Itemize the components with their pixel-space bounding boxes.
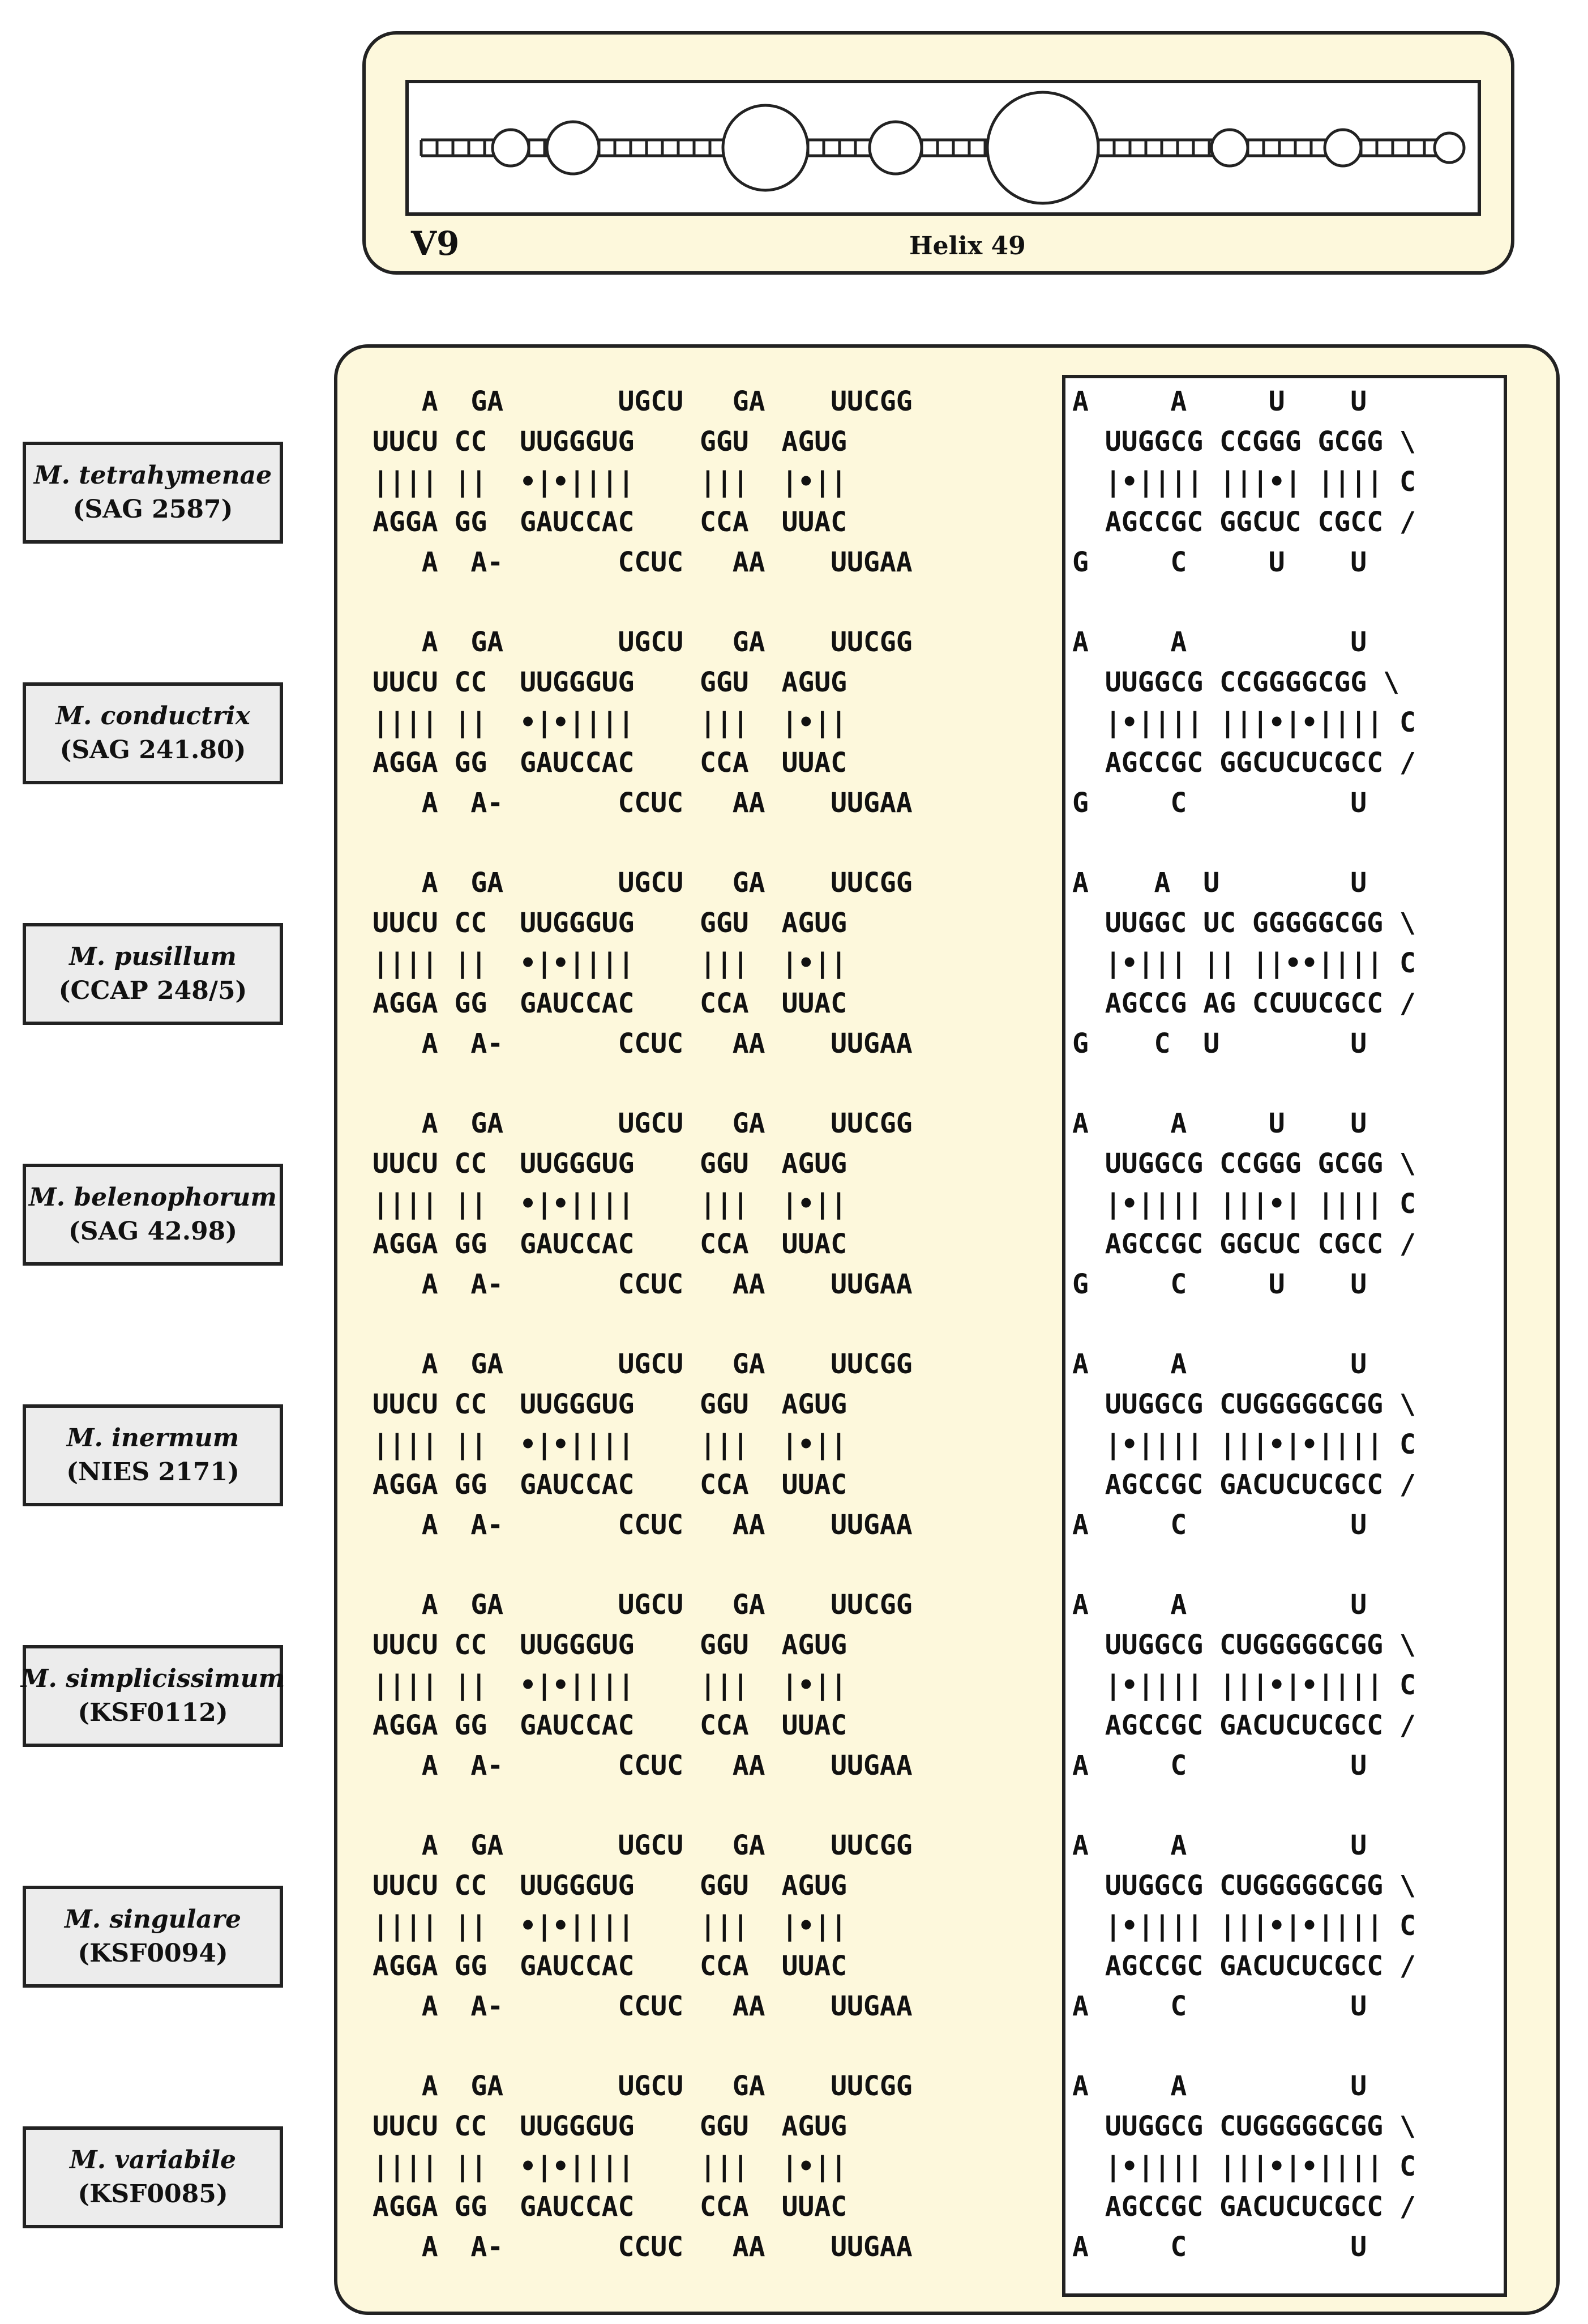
stem-sequence-line: UUCU CC UUGGGUG GGU AGUG <box>373 1870 896 1902</box>
terminal-loop-sequence-line: AGCCG AG CCUUCGCC / <box>1072 988 1416 1019</box>
species-label-box <box>23 923 283 1025</box>
species-name: M. pusillum <box>69 942 237 971</box>
terminal-loop-sequence-line: G C U U <box>1072 546 1367 578</box>
species-strain: (SAG 42.98) <box>68 1217 238 1246</box>
stem-sequence-line: UUCU CC UUGGGUG GGU AGUG <box>373 426 896 458</box>
stem-sequence-line: A A- CCUC AA UUGAA <box>373 1509 913 1541</box>
terminal-loop-sequence-line: |•|||| |||•| |||| C <box>1072 1188 1416 1220</box>
stem-sequence-line: |||| || •|•|||| ||| |•|| <box>373 947 896 979</box>
species-name: M. inermum <box>66 1424 239 1452</box>
terminal-loop-sequence-line: A C U <box>1072 1509 1367 1541</box>
stem-sequence-line: UUCU CC UUGGGUG GGU AGUG <box>373 2111 896 2142</box>
species-strain: (KSF0094) <box>78 1939 228 1968</box>
species-strain: (KSF0112) <box>78 1698 228 1727</box>
stem-sequence-line: AGGA GG GAUCCAC CCA UUAC <box>373 1469 896 1501</box>
terminal-loop-sequence-line: UUGGCG CCGGG GCGG \ <box>1072 426 1416 458</box>
terminal-loop-sequence-line: UUGGCG CUGGGGGCGG \ <box>1072 2111 1416 2142</box>
terminal-loop-sequence-line: |•|||| |||•|•|||| C <box>1072 1910 1416 1942</box>
terminal-loop-sequence-line: AGCCGC GACUCUCGCC / <box>1072 1710 1416 1741</box>
species-label-box <box>23 682 283 784</box>
stem-sequence-line: A GA UGCU GA UUCGG <box>373 1348 913 1380</box>
species-name: M. tetrahymenae <box>33 461 272 490</box>
stem-sequence-line: A GA UGCU GA UUCGG <box>373 626 913 658</box>
species-strain: (SAG 2587) <box>72 495 233 524</box>
terminal-loop-sequence-line: A A U <box>1072 626 1367 658</box>
stem-sequence-line: AGGA GG GAUCCAC CCA UUAC <box>373 747 896 779</box>
species-strain: (CCAP 248/5) <box>58 976 247 1005</box>
terminal-loop-sequence-line: UUGGCG CUGGGGGCGG \ <box>1072 1870 1416 1902</box>
stem-sequence-line: |||| || •|•|||| ||| |•|| <box>373 1429 896 1460</box>
terminal-loop-sequence-line: AGCCGC GGCUCUCGCC / <box>1072 747 1416 779</box>
terminal-loop-sequence-line: A A U <box>1072 1589 1367 1621</box>
species-name: M. conductrix <box>55 702 250 730</box>
terminal-loop-sequence-line: UUGGCG CCGGGGCGG \ <box>1072 667 1399 698</box>
terminal-loop-sequence-line: A A U <box>1072 1348 1367 1380</box>
species-strain: (SAG 241.80) <box>59 736 246 764</box>
stem-sequence-line: A A- CCUC AA UUGAA <box>373 1750 913 1782</box>
stem-sequence-line: AGGA GG GAUCCAC CCA UUAC <box>373 506 896 538</box>
stem-sequence-line: AGGA GG GAUCCAC CCA UUAC <box>373 2191 896 2223</box>
stem-sequence-line: AGGA GG GAUCCAC CCA UUAC <box>373 1710 896 1741</box>
stem-sequence-line: AGGA GG GAUCCAC CCA UUAC <box>373 1950 896 1982</box>
stem-sequence-line: A GA UGCU GA UUCGG <box>373 2070 913 2102</box>
stem-sequence-line: A GA UGCU GA UUCGG <box>373 1589 913 1621</box>
helix-schematic-panel <box>362 31 1514 275</box>
stem-sequence-line: UUCU CC UUGGGUG GGU AGUG <box>373 1148 896 1180</box>
terminal-loop-sequence-line: UUGGCG CUGGGGGCGG \ <box>1072 1389 1416 1420</box>
terminal-loop-sequence-line: AGCCGC GGCUC CGCC / <box>1072 506 1416 538</box>
terminal-loop-sequence-line: A A U U <box>1072 1108 1367 1139</box>
helix-49-schematic <box>409 83 1478 212</box>
stem-sequence-line: |||| || •|•|||| ||| |•|| <box>373 466 896 498</box>
stem-sequence-line: AGGA GG GAUCCAC CCA UUAC <box>373 988 896 1019</box>
stem-sequence-line: A A- CCUC AA UUGAA <box>373 787 913 819</box>
terminal-loop-sequence-line: AGCCGC GACUCUCGCC / <box>1072 1469 1416 1501</box>
terminal-loop-sequence-line: A A U <box>1072 1830 1367 1861</box>
terminal-loop-sequence-line: G C U U <box>1072 1268 1367 1300</box>
stem-sequence-line: |||| || •|•|||| ||| |•|| <box>373 1910 896 1942</box>
terminal-loop-sequence-line: |•|||| |||•|•|||| C <box>1072 707 1416 738</box>
terminal-loop-sequence-line: AGCCGC GACUCUCGCC / <box>1072 1950 1416 1982</box>
terminal-loop-sequence-line: A A U <box>1072 2070 1367 2102</box>
species-label-box <box>23 1164 283 1266</box>
terminal-loop-sequence-line: AGCCGC GGCUC CGCC / <box>1072 1228 1416 1260</box>
stem-sequence-line: A A- CCUC AA UUGAA <box>373 1028 913 1060</box>
terminal-loop-sequence-line: |•|||| |||•| |||| C <box>1072 466 1416 498</box>
terminal-loop-sequence-line: AGCCGC GACUCUCGCC / <box>1072 2191 1416 2223</box>
species-strain: (KSF0085) <box>78 2180 228 2208</box>
stem-sequence-line: A GA UGCU GA UUCGG <box>373 386 913 417</box>
stem-sequence-line: UUCU CC UUGGGUG GGU AGUG <box>373 1389 896 1420</box>
stem-sequence-line: |||| || •|•|||| ||| |•|| <box>373 707 896 738</box>
terminal-loop-sequence-line: UUGGC UC GGGGGCGG \ <box>1072 907 1416 939</box>
stem-sequence-line: |||| || •|•|||| ||| |•|| <box>373 1188 896 1220</box>
stem-sequence-line: AGGA GG GAUCCAC CCA UUAC <box>373 1228 896 1260</box>
terminal-loop-sequence-line: G C U <box>1072 787 1367 819</box>
species-label-box <box>23 442 283 544</box>
stem-sequence-line: A A- CCUC AA UUGAA <box>373 2231 913 2263</box>
helix-schematic-frame <box>405 80 1481 216</box>
region-label: V9 <box>411 224 460 263</box>
species-name: M. variabile <box>69 2146 236 2175</box>
terminal-loop-sequence-line: |•|||| |||•|•|||| C <box>1072 1429 1416 1460</box>
terminal-loop-sequence-line: A C U <box>1072 1990 1367 2022</box>
terminal-loop-sequence-line: A A U U <box>1072 386 1367 417</box>
stem-sequence-line: A A- CCUC AA UUGAA <box>373 1990 913 2022</box>
stem-sequence-line: |||| || •|•|||| ||| |•|| <box>373 1669 896 1701</box>
terminal-loop-sequence-line: UUGGCG CUGGGGGCGG \ <box>1072 1629 1416 1661</box>
stem-sequence-line: A A- CCUC AA UUGAA <box>373 1268 913 1300</box>
helix-label: Helix 49 <box>909 232 1026 260</box>
species-name: M. singulare <box>65 1905 241 1934</box>
stem-sequence-line: UUCU CC UUGGGUG GGU AGUG <box>373 667 896 698</box>
stem-sequence-line: UUCU CC UUGGGUG GGU AGUG <box>373 1629 896 1661</box>
terminal-loop-sequence-line: |•|||| |||•|•|||| C <box>1072 1669 1416 1701</box>
alignment-panel <box>334 344 1560 2315</box>
terminal-loop-sequence-line: A A U U <box>1072 867 1367 899</box>
species-label-box <box>20 1645 285 1747</box>
stem-sequence-line: A GA UGCU GA UUCGG <box>373 1830 913 1861</box>
species-name: M. simplicissimum <box>20 1664 285 1693</box>
species-label-box <box>23 2126 283 2228</box>
terminal-loop-sequence-line: G C U U <box>1072 1028 1367 1060</box>
stem-sequence-line: |||| || •|•|||| ||| |•|| <box>373 2151 896 2182</box>
terminal-loop-sequence-line: A C U <box>1072 2231 1367 2263</box>
species-label-box <box>23 1886 283 1988</box>
terminal-loop-sequence-line: |•||| || ||••|||| C <box>1072 947 1416 979</box>
terminal-loop-sequence-line: |•|||| |||•|•|||| C <box>1072 2151 1416 2182</box>
stem-sequence-line: A GA UGCU GA UUCGG <box>373 867 913 899</box>
stem-sequence-line: UUCU CC UUGGGUG GGU AGUG <box>373 907 896 939</box>
stem-sequence-line: A A- CCUC AA UUGAA <box>373 546 913 578</box>
terminal-loop-sequence-line: UUGGCG CCGGG GCGG \ <box>1072 1148 1416 1180</box>
species-label-box <box>23 1404 283 1506</box>
terminal-loop-sequence-line: A C U <box>1072 1750 1367 1782</box>
species-name: M. belenophorum <box>29 1183 277 1212</box>
species-strain: (NIES 2171) <box>66 1458 239 1486</box>
stem-sequence-line: A GA UGCU GA UUCGG <box>373 1108 913 1139</box>
